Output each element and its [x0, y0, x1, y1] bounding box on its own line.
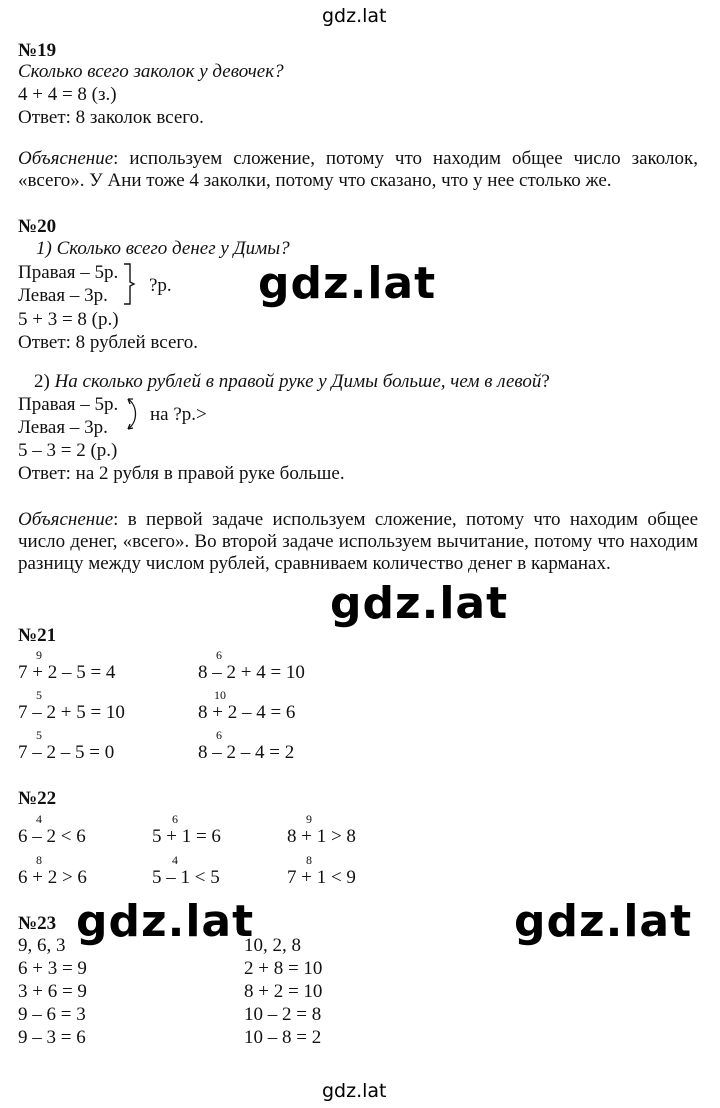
watermark-bottom: gdz.lat [322, 1080, 387, 1102]
task22-sup: 4 [36, 812, 42, 826]
watermark-overlay: gdz.lat [514, 896, 693, 947]
task23-line: 8 + 2 = 10 [244, 981, 323, 1002]
explanation-label: Объяснение [18, 148, 114, 169]
task22-header: №22 [18, 788, 57, 809]
task20-question-2 [34, 371, 550, 393]
question-2-end: ? [541, 371, 550, 392]
task20-left-hand-1: Левая – 3р. [18, 285, 108, 306]
task23-line: 3 + 6 = 9 [18, 981, 87, 1002]
task21-equation: 7 + 2 – 5 = 4 [18, 662, 116, 683]
task20-right-hand-1: Правая – 5р. [18, 262, 119, 283]
task19-answer: Ответ: 8 заколок всего. [18, 107, 204, 128]
watermark-overlay: gdz.lat [330, 578, 509, 629]
task22-sup: 9 [306, 812, 312, 826]
question-2-number: 2) [34, 371, 55, 392]
task22-sup: 8 [36, 853, 42, 867]
task20-right-hand-2: Правая – 5р. [18, 394, 119, 415]
task21-sup: 10 [214, 688, 226, 702]
task23-line: 10 – 8 = 2 [244, 1027, 322, 1048]
watermark-overlay: gdz.lat [76, 896, 255, 947]
task20-left-hand-2: Левая – 3р. [18, 417, 108, 438]
task23-line: 2 + 8 = 10 [244, 958, 323, 979]
task22-sup: 6 [172, 812, 178, 826]
task19-equation: 4 + 4 = 8 (з.) [18, 84, 117, 105]
watermark-overlay: gdz.lat [258, 258, 437, 309]
task22-equation: 6 – 2 < 6 [18, 826, 86, 847]
comparison-arrow-icon [124, 396, 140, 432]
task23-line: 6 + 3 = 9 [18, 958, 87, 979]
task21-sup: 9 [36, 648, 42, 662]
task19-question: Сколько всего заколок у девочек? [18, 61, 284, 82]
task23-line: 9 – 6 = 3 [18, 1004, 86, 1025]
task22-equation: 5 – 1 < 5 [152, 867, 220, 888]
task21-sup: 5 [36, 728, 42, 742]
task21-equation: 7 – 2 – 5 = 0 [18, 742, 115, 763]
task20-question-1: 1) Сколько всего денег у Димы? [36, 238, 290, 259]
explanation-label: Объяснение [18, 509, 114, 530]
task20-header: №20 [18, 216, 57, 237]
task21-equation: 7 – 2 + 5 = 10 [18, 702, 125, 723]
task20-brace-label: ?р. [149, 275, 172, 296]
task20-explanation [18, 509, 698, 575]
task21-equation: 8 – 2 + 4 = 10 [198, 662, 305, 683]
task19-explanation [18, 148, 698, 192]
task20-equation-1: 5 + 3 = 8 (р.) [18, 309, 119, 330]
watermark-top: gdz.lat [322, 5, 387, 27]
task23-line: 10 – 2 = 8 [244, 1004, 322, 1025]
explanation-text: : в первой задаче используем сложение, потому что находим общее число денег, «всего». Во второй задаче используем вычитание, потому что находим разницу между числом рублей, сравниваем количество денег в карманах. [18, 509, 698, 574]
task20-answer-2: Ответ: на 2 рубля в правой руке больше. [18, 463, 345, 484]
task23-line: 10, 2, 8 [244, 935, 301, 956]
task22-equation: 8 + 1 > 8 [287, 826, 356, 847]
task23-line: 9, 6, 3 [18, 935, 66, 956]
task22-equation: 7 + 1 < 9 [287, 867, 356, 888]
task21-sup: 5 [36, 688, 42, 702]
task22-equation: 5 + 1 = 6 [152, 826, 221, 847]
task21-header: №21 [18, 625, 57, 646]
curly-brace-icon [122, 262, 136, 306]
task21-equation: 8 – 2 – 4 = 2 [198, 742, 295, 763]
task21-sup: 6 [216, 728, 222, 742]
task21-sup: 6 [216, 648, 222, 662]
task20-equation-2: 5 – 3 = 2 (р.) [18, 440, 118, 461]
task22-sup: 8 [306, 853, 312, 867]
task20-arrow-label: на ?р.> [150, 404, 207, 425]
task23-header: №23 [18, 913, 57, 934]
task21-equation: 8 + 2 – 4 = 6 [198, 702, 296, 723]
task19-header: №19 [18, 40, 57, 61]
explanation-text: : используем сложение, потому что находим общее число заколок, «всего». У Ани тоже 4 заколки, потому что сказано, что у нее столько же. [18, 148, 698, 191]
task22-sup: 4 [172, 853, 178, 867]
task23-line: 9 – 3 = 6 [18, 1027, 86, 1048]
task20-answer-1: Ответ: 8 рублей всего. [18, 332, 198, 353]
question-2-text: На сколько рублей в правой руке у Димы больше, чем в левой [54, 371, 542, 392]
task22-equation: 6 + 2 > 6 [18, 867, 87, 888]
